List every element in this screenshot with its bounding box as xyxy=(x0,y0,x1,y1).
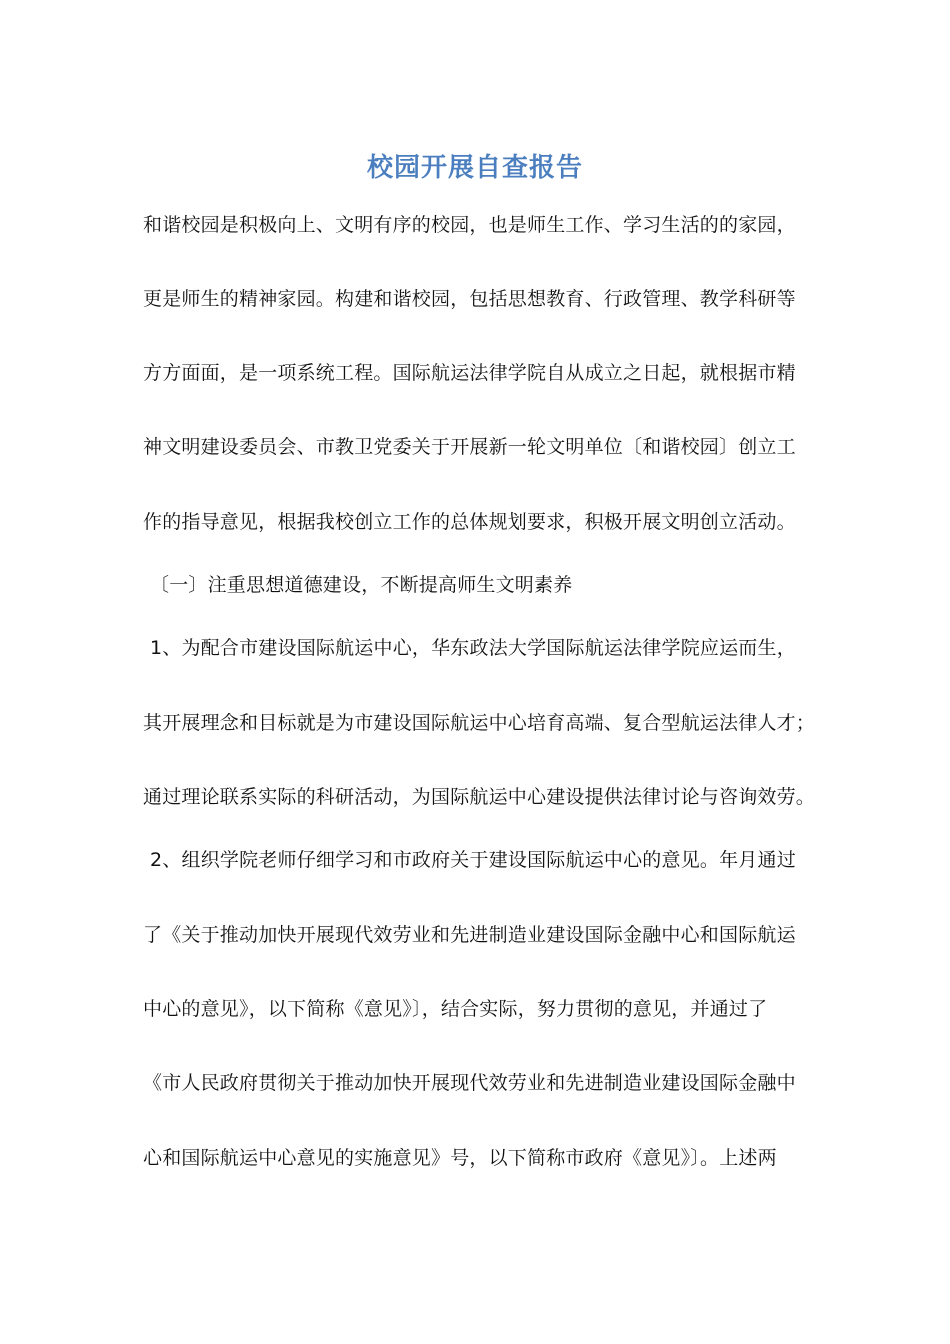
paragraph-line: 方方面面，是一项系统工程。国际航运法律学院自从成立之日起，就根据市精 xyxy=(143,362,796,384)
paragraph-line: 更是师生的精神家园。构建和谐校园，包括思想教育、行政管理、教学科研等 xyxy=(143,288,796,310)
paragraph-line: 中心的意见》，以下简称《意见》〕，结合实际，努力贯彻的意见，并通过了 xyxy=(143,998,768,1020)
paragraph-line: 2、组织学院老师仔细学习和市政府关于建设国际航运中心的意见。年月通过 xyxy=(150,849,796,871)
paragraph-line: 其开展理念和目标就是为市建设国际航运中心培育高端、复合型航运法律人才； xyxy=(143,712,816,734)
paragraph-line: 神文明建设委员会、市教卫党委关于开展新一轮文明单位〔和谐校园〕创立工 xyxy=(143,436,796,458)
paragraph-line: 了《关于推动加快开展现代效劳业和先进制造业建设国际金融中心和国际航运 xyxy=(143,924,796,946)
document-title: 校园开展自查报告 xyxy=(366,153,583,183)
paragraph-line: 心和国际航运中心意见的实施意见》号，以下简称市政府《意见》〕。上述两 xyxy=(143,1147,777,1169)
paragraph-line: 通过理论联系实际的科研活动，为国际航运中心建设提供法律讨论与咨询效劳。 xyxy=(143,786,816,808)
paragraph-line: 作的指导意见，根据我校创立工作的总体规划要求，积极开展文明创立活动。 xyxy=(143,511,796,533)
paragraph-line: 和谐校园是积极向上、文明有序的校园，也是师生工作、学习生活的的家园， xyxy=(143,214,796,236)
section-heading: 〔一〕注重思想道德建设，不断提高师生文明素养 xyxy=(150,574,573,596)
paragraph-line: 1、为配合市建设国际航运中心，华东政法大学国际航运法律学院应运而生， xyxy=(150,637,796,659)
paragraph-line: 《市人民政府贯彻关于推动加快开展现代效劳业和先进制造业建设国际金融中 xyxy=(143,1072,796,1094)
